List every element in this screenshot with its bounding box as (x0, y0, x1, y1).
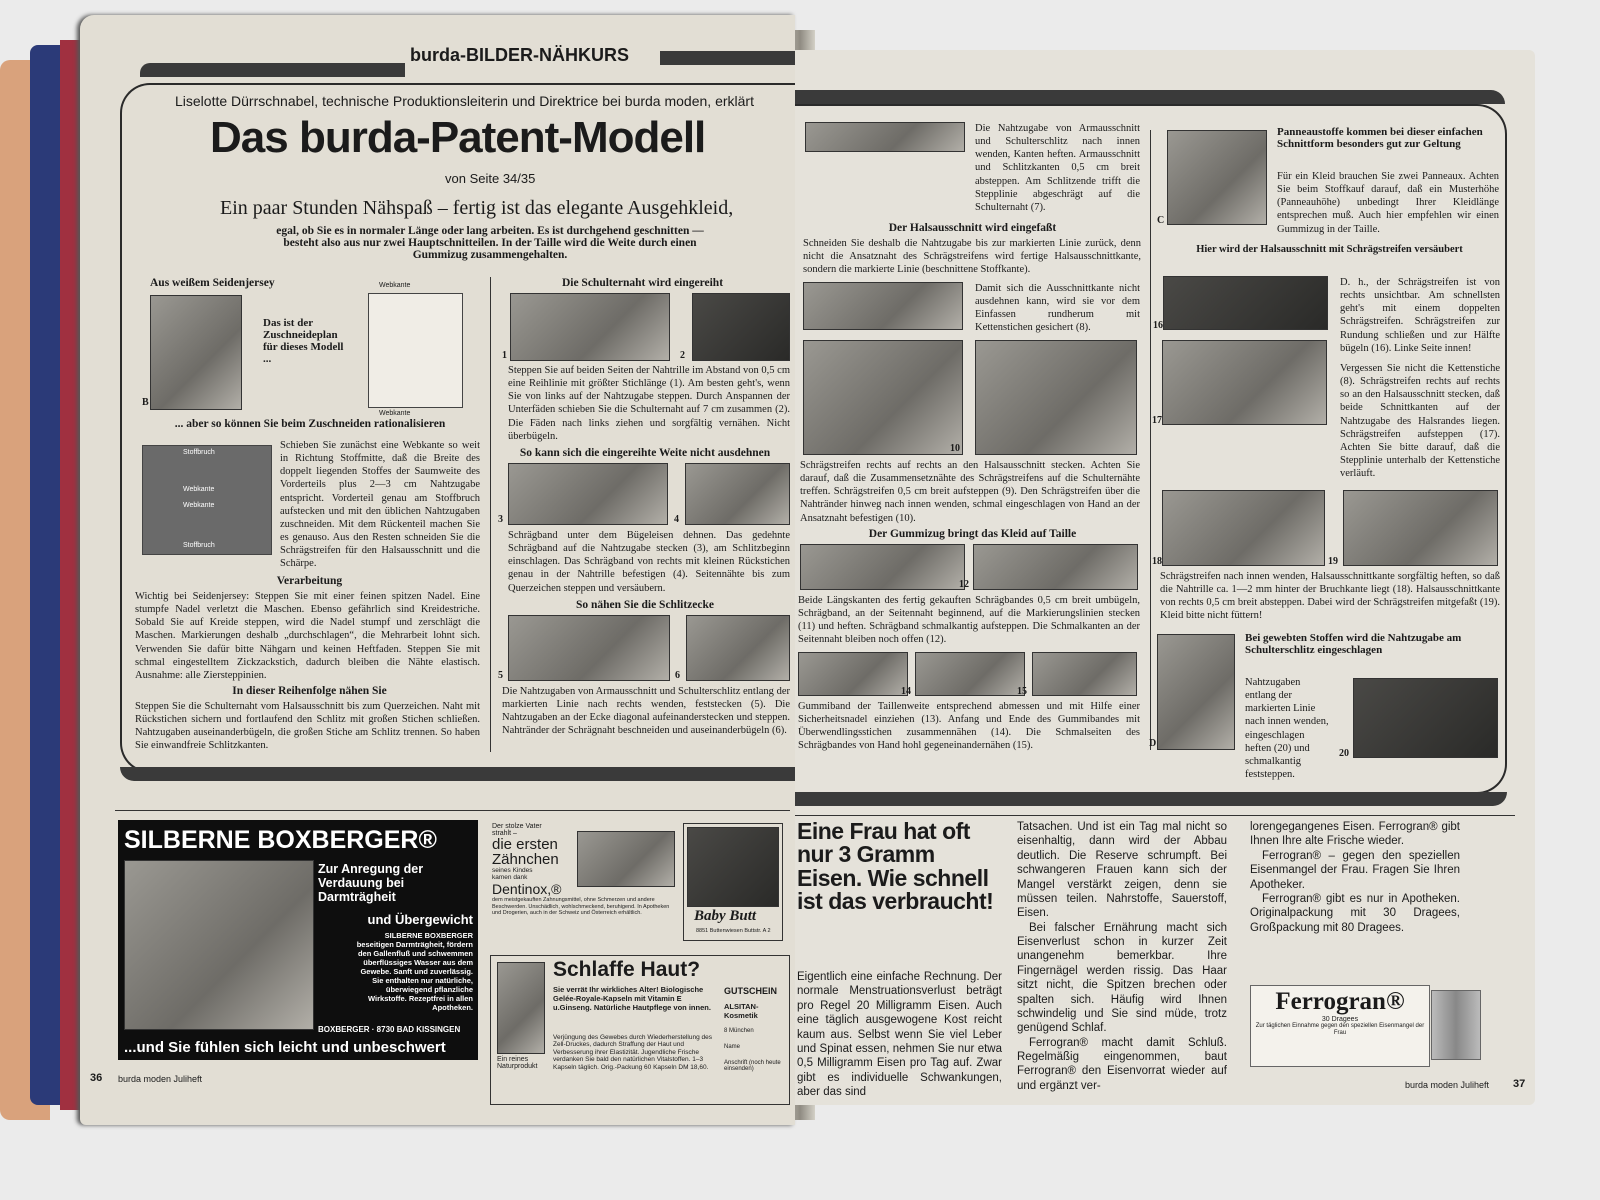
ad-pre: Der stolze Vater strahlt – (492, 823, 542, 837)
pack-description: Zur täglichen Einnahme gegen den speziellen Eisenmangel der Frau (1255, 1023, 1425, 1036)
page-footer: burda moden Juliheft (1405, 1080, 1490, 1090)
figure-7-photo (805, 122, 965, 152)
figure-number: 2 (680, 350, 685, 361)
label: Webkante (183, 502, 215, 509)
ad-body: Verjüngung des Gewebes durch Wiederherstellung des Zell-Druckes, dadurch Straffung der Haut und Verbesserung ihrer Elastizität. Jugendliche Frische verdanken Sie bald den natürlichen Vitalstoffen. 1–3 Kapseln täglich. Orig.-Packung 60 Kapseln DM 18,60. (553, 1034, 712, 1071)
model-photo-d (1157, 634, 1235, 750)
ad-babybutt (683, 823, 783, 941)
ad-body: SILBERNE BOXBERGER beseitigen Darmträgheit, fördern den Gallenfluß und schwemmen überflüssiges Wasser aus dem Gewebe. Sanft und zuverlässig. Sie enthalten nur natürliche, überwiegend pflanzliche Wirkstoffe. Rezeptfrei in allen Apotheken. (356, 931, 473, 1012)
rationalize-text: Schieben Sie zunächst eine Webkante so weit in Richtung Stoffmitte, daß die Breite des doppelt liegenden Stoffes der Saumweite des Vorderteils plus 2—3 cm Nahtzugabe entspricht. Vorderteil genau am Stoffbruch aufstecken und mit den üblichen Nahtzugaben zuschneiden. Mit dem Rückenteil machen Sie es genauso. Aus den Resten schneiden Sie die Schrägstreifen für den Halsausschnitt und die Schärpe. (280, 440, 480, 570)
ad-boxberger (118, 820, 478, 1060)
ad-photo (577, 831, 675, 887)
clean-heading: Hier wird der Halsausschnitt mit Schrägstreifen versäubert (1196, 244, 1463, 255)
figure-number: 6 (675, 670, 680, 681)
series-label: burda-BILDER-NÄHKURS (410, 45, 629, 65)
label: Webkante (183, 486, 215, 493)
paragraph: Bei falscher Ernährung macht sich Eisenverlust schon in kurzer Zeit unangenehm bemerkbar. Ihre Fingernägel werden rissig. Das Haar sitzt nicht, die Spitzen brechen oder spalten sich. Häufig wird Ihnen schwindelig und Sie sind müde, trotz genügend Schlaf. (1017, 921, 1227, 1035)
figure-number: 3 (498, 514, 503, 525)
blister-pack (1431, 990, 1481, 1060)
figure-18-photo (1162, 490, 1325, 566)
ad-lead: Sie verrät Ihr wirkliches Alter! Biologische Gelée-Royale-Kapseln mit Vitamin E u.Ginseng. Natürliche Hautpflege von innen. (553, 985, 711, 1012)
ad-headline: die ersten Zähnchen (492, 836, 559, 868)
clean-text-1: D. h., der Schrägstreifen ist von rechts unsichtbar. Am schnellsten geht's mit einem doppelten Schrägstreifen. Schrägstreifen zur Rundung schließen und zur Hälfte bügeln (16). Linke Seite innen! (1340, 277, 1500, 354)
paragraph: lorengegangenes Eisen. Ferrogran® gibt Ihnen Ihre alte Frische wieder. (1250, 821, 1460, 848)
divider (115, 810, 790, 811)
width-text: Schrägband unter dem Bügeleisen dehnen. Das gedehnte Schrägband auf die Nahtzugabe stecken (3), am Schlitzbeginn einschlagen. Das Schrägband von rechts mit kleinen Rückstichen genau in der Nahtrille befestigen (4). Seitennähte bis zum Querzeichen steppen und versäubern. (508, 530, 790, 594)
figure-number: 20 (1339, 748, 1349, 759)
divider (795, 815, 1515, 816)
figure-number: 4 (674, 514, 679, 525)
ad-brand: Baby Butt (694, 908, 757, 924)
left-page (80, 15, 795, 1125)
neck-heading: Der Halsausschnitt wird eingefaßt (888, 222, 1057, 234)
figure-number: 19 (1328, 556, 1338, 567)
pack-brand: Ferrogran® (1275, 988, 1405, 1015)
ad-ferrogran-col3 (1250, 820, 1460, 935)
slit-text: Die Nahtzugaben von Armausschnitt und Schulterschlitz entlang der markierten Linie nach rechts wenden, feststecken (5). Die Nahtzugaben an der Ecke diagonal aufeinanderstecken und steppen. Nahtränder der Schrägnaht beschneiden und auseinanderbügeln (6). (502, 686, 790, 737)
ad-body: dem meistgekauften Zahnungsmittel, ohne Schmerzen und andere Beschwerden. Unschädlich, wohlschmeckend, beruhigend. In Apotheken und Drogerien, auch in der Schweiz und Österreich erhältlich. (492, 897, 670, 917)
right-page (795, 50, 1535, 1105)
ad-address: BOXBERGER · 8730 BAD KISSINGEN (318, 1025, 461, 1034)
model-photo-b (150, 295, 242, 410)
figure-16-photo (1163, 276, 1328, 330)
woven-text: Nahtzugaben entlang der markierten Linie nach innen wenden, eingeschlagen heften (20) und schmalkantig feststeppen. (1245, 677, 1329, 780)
panel-text: Für ein Kleid brauchen Sie zwei Panneaux. Achten Sie beim Stoffkauf darauf, daß ein Musterhöhe (Panneauhöhe) unbedingt Ihrer Kleidlänge entsprechen muß. Auch hier empfehlen wir einen Gummizug in der Taille. (1277, 171, 1499, 235)
slit-heading: So nähen Sie die Schlitzecke (575, 599, 714, 611)
ad-product-photo (497, 962, 545, 1054)
label: Stoffbruch (183, 449, 215, 456)
figure-number: 18 (1152, 556, 1162, 567)
fabric-heading: Aus weißem Seidenjersey (150, 277, 275, 289)
figure-13-photo (798, 652, 908, 696)
armhole-text: Die Nahtzugabe von Armausschnitt und Schulterschlitz nach innen wenden, Kanten heften. Armausschnitt und Schlitzkanten 0,5 cm breit absteppen. Am Schlitzende trifft die Stepplinie abgeschrägt auf die Schulternaht (7). (975, 123, 1140, 213)
figure-3-photo (508, 463, 668, 525)
figure-number: 14 (901, 686, 911, 697)
column-divider (490, 277, 491, 752)
figure-15-photo (1032, 652, 1137, 696)
model-photo-c (1167, 130, 1267, 225)
woven-heading: Bei gewebten Stoffen wird die Nahtzugabe am Schulterschlitz eingeschlagen (1245, 632, 1462, 656)
header-bar (140, 63, 405, 77)
header-bar (795, 90, 1505, 104)
ferrogran-pack (1250, 985, 1430, 1067)
ad-mid: seines Kindes kamen dank (492, 867, 533, 881)
figure-number: 16 (1153, 320, 1163, 331)
coupon-address-field: Anschrift (noch heute einsenden) (724, 1060, 781, 1072)
page-number: 37 (1513, 1078, 1526, 1090)
page-title: Das burda-Patent-Modell (210, 113, 706, 162)
ad-photo (124, 860, 314, 1030)
elastic-text-1: Beide Längskanten des fertig gekauften Schrägbandes 0,5 cm breit umbügeln, Schrägband, an der Seitennaht beginnend, auf die Markierungslinien stecken (11) und heften. Schrägband schmalkantig aufsteppen. Die Schmalkanten an der Seitennaht bleiben noch offen (12). (798, 595, 1140, 646)
paragraph: Ferrogran® – gegen den speziellen Eisenmangel der Frau. Fragen Sie Ihren Apotheker. (1250, 849, 1460, 891)
ad-claim: und Übergewicht (367, 912, 473, 927)
figure-number: 5 (498, 670, 503, 681)
author-line: Liselotte Dürrschnabel, technische Produktionsleiterin und Direktrice bei burda moden, erklärt (175, 93, 754, 109)
page-number: 36 (90, 1072, 103, 1084)
coupon-title: GUTSCHEIN (724, 986, 778, 996)
shoulder-text: Steppen Sie auf beiden Seiten der Nahtrille im Abstand von 0,5 cm eine Reihlinie mit größter Stichlänge (1). Am besten geht's, wenn Sie von links auf der Nahtzugabe steppen. Durch Anspannen der Unterfäden schieben Sie die Schulternaht auf 7 cm zusammen (2). Die Fäden nach links ziehen und sorgfältig vernähen. Nicht überbügeln. (508, 365, 790, 442)
ad-ferrogran-col1: Eigentlich eine einfache Rechnung. Der normale Menstruationsverlust beträgt pro Regel 20 Milligramm Eisen. Auch eine täglich ausgewogene Kost reicht kaum aus. Selbst wenn Sie viel Leber und Spinat essen, nehmen Sie nur etwa 0,5 Milligramm Eisen pro Tag auf. Zwar gibt es individuelle Schwankungen, aber das sind (797, 971, 1002, 1098)
footer-bar (120, 767, 795, 781)
ad-alsitan (490, 955, 790, 1105)
footer-bar (795, 792, 1507, 806)
clean-text-3: Schrägstreifen nach innen wenden, Halsausschnittkante sorgfältig heften, so daß die Nahtrille ca. 1—2 mm hinter der Bruchkante liegt (18). Halsausschnittkante von rechts 0,5 cm breit absteppen. Dabei wird der Schrägstreifen mitgefaßt (19). Kleid bitte nicht füttern! (1160, 571, 1500, 622)
chain-text: Damit sich die Ausschnittkante nicht ausdehnen kann, wird sie vor dem Einfassen rundherum mit Kettenstichen gesichert (8). (975, 283, 1140, 334)
shoulder-heading: Die Schulternaht wird eingereiht (561, 277, 724, 289)
cutting-plan-diagram (368, 282, 463, 417)
ad-brand: Dentinox,® (492, 881, 562, 897)
elastic-text-2: Gummiband der Taillenweite entsprechend abmessen und mit Hilfe einer Sicherheitsnadel einziehen (13). Anfang und Ende des Gummibandes mit Überwendlingsstichen zusammennähen (14). Die Schmalseiten des Schrägbandes von Hand hohl gegeneinandernähen (15). (798, 701, 1140, 752)
neck-text: Schneiden Sie deshalb die Nahtzugabe bis zur markierten Linie zurück, denn nicht die Ansatznaht des Schrägstreifens wird fertige Halsausschnittkante, sondern die markierte Linie (beschnittene Stoffkante). (803, 238, 1141, 276)
ad-slogan: ...und Sie fühlen sich leicht und unbeschwert (124, 1039, 446, 1056)
ad-photo (687, 827, 779, 907)
rationalize-diagram (142, 445, 272, 555)
plan-caption: Das ist der Zuschneideplan für dieses Modell ... (263, 317, 344, 365)
label: Stoffbruch (183, 542, 215, 549)
pack-count: 30 Dragees (1321, 1016, 1359, 1023)
figure-17-photo (1162, 340, 1327, 425)
clean-text-2: Vergessen Sie nicht die Kettenstiche (8). Schrägstreifen rechts auf rechts so an den Halsausschnitt stecken, daß beide Schnittkanten auf der Nahtzugabe des Halsrandes liegen. Schrägstreifen aufsteppen (17). Achten Sie bitte darauf, daß die Stepplinie unterhalb der Kettenstiche verläuft. (1340, 363, 1500, 479)
width-heading: So kann sich die eingereihte Weite nicht ausdehnen (519, 447, 771, 459)
from-page: von Seite 34/35 (445, 171, 536, 186)
figure-19-photo (1343, 490, 1498, 566)
figure-6-photo (686, 615, 790, 681)
intro: egal, ob Sie es in normaler Länge oder lang arbeiten. Es ist durchgehend geschnitten — besteht also aus nur zwei Hauptschnitteilen. In der Taille wird die Weite durch einen Gummizug zusammengehalten. (276, 225, 704, 261)
figure-20-photo (1353, 678, 1498, 758)
order-text: Steppen Sie die Schulternaht vom Halsausschnitt bis zum Querzeichen. Naht mit Rückstichen sichern und fortlaufend den Schlitz mit großen Stichen schließen. Nahtzugaben auseinanderbügeln, die großen Stiche am Schlitz trennen. So haben Sie einwandfreie Schlitzkanten. (135, 701, 480, 752)
panel-heading: Panneaustoffe kommen bei dieser einfachen Schnittform besonders gut zur Geltung (1277, 126, 1483, 150)
ad-dentinox (492, 823, 677, 953)
figure-8-photo (803, 282, 963, 330)
rationalize-heading: ... aber so können Sie beim Zuschneiden rationalisieren (174, 418, 446, 430)
order-heading: In dieser Reihenfolge nähen Sie (232, 685, 387, 697)
elastic-heading: Der Gummizug bringt das Kleid auf Taille (868, 528, 1077, 540)
ad-ferrogran-col2 (1017, 820, 1227, 1093)
figure-1-photo (510, 293, 670, 361)
label: Webkante (379, 282, 411, 289)
figure-number: 15 (1017, 686, 1027, 697)
coupon-city: 8 München (724, 1028, 754, 1034)
figure-number: 17 (1152, 415, 1162, 426)
figure-2-photo (692, 293, 790, 361)
photo-label: D (1149, 738, 1157, 749)
coupon-name-field: Name (724, 1044, 741, 1050)
column-divider (1150, 130, 1151, 750)
figure-5-photo (508, 615, 670, 681)
ad-ferrogran-headline: Eine Frau hat oft nur 3 Gramm Eisen. Wie schnell ist das verbraucht! (797, 818, 994, 915)
ad-address: 8851 Buttenwiesen Buttstr. A 2 (696, 928, 771, 934)
photo-label: B (142, 397, 149, 408)
figure-4-photo (685, 463, 790, 525)
paragraph: Tatsachen. Und ist ein Tag mal nicht so eisenhaltig, dann wird der Abbau deutlich. Die Reserve schrumpft. Bei schwangeren Frauen kann sich der Mangel verstärkt zeigen, denn sie müssen teilen. Nahrstoffe, Sauerstoff, Eisen. (1017, 821, 1227, 920)
figure-11-photo (800, 544, 965, 590)
ad-claim: Zur Anregung der Verdauung bei Darmträgheit (318, 862, 424, 904)
paragraph: Ferrogran® macht damit Schluß. Regelmäßig eingenommen, baut Ferrogran® den Eisenvorrat wieder auf und ergänzt ver- (1017, 1036, 1227, 1092)
figure-14-photo (915, 652, 1025, 696)
header-bar (660, 51, 795, 65)
page-footer: burda moden Juliheft (118, 1074, 203, 1084)
coupon-company: ALSITAN-Kosmetik (724, 1002, 759, 1020)
ad-headline: Schlaffe Haut? (553, 958, 701, 981)
figure-number: 12 (959, 579, 969, 590)
figure-10-photo (975, 340, 1137, 455)
figure-9-photo (803, 340, 963, 455)
processing-text: Wichtig bei Seidenjersey: Steppen Sie mit einer feinen spitzen Nadel. Eine stumpfe Nadel verletzt die Maschen. Ebenso gefährlich sind Kreidestriche. Sobald Sie auf Kreide steppen, wird die Nadel stumpf und zerschlägt die Maschen. Markierungen deshalb „durchschlagen“, die Mehrarbeit lohnt sich. Verwenden Sie dafür bitte Nähgarn und keinen Heftfaden. Steppen Sie mit schmal eingestelltem Zickzackstich, dadurch bleiben die Nähte elastisch. Ausnahme: alle Ziersteppinien. (135, 591, 480, 681)
ad-pure: Ein reines Naturprodukt (497, 1056, 538, 1070)
photo-label: C (1157, 215, 1165, 226)
figure-number: 10 (950, 443, 960, 454)
ad-brand: SILBERNE BOXBERGER® (124, 826, 437, 854)
figure-number: 1 (502, 350, 507, 361)
bias-text: Schrägstreifen rechts auf rechts an den Halsausschnitt stecken. Achten Sie darauf, daß die Zusammensetznähte des Schrägstreifens auf die Schulternähte treffen. Schrägstreifen 0,5 cm breit aufsteppen (9). Den Schrägstreifen über die Nahtränder hinweg nach innen wenden, schmal eingeschlagen von Hand an der Ansatznaht befestigen (10). (800, 460, 1140, 524)
processing-heading: Verarbeitung (276, 575, 343, 587)
figure-12-photo (973, 544, 1138, 590)
subtitle: Ein paar Stunden Nähspaß – fertig ist das elegante Ausgehkleid, (220, 197, 734, 219)
paragraph: Ferrogran® gibt es nur in Apotheken. Originalpackung mit 30 Dragees, Großpackung mit 80 Dragees. (1250, 892, 1460, 934)
label: Webkante (379, 410, 411, 417)
